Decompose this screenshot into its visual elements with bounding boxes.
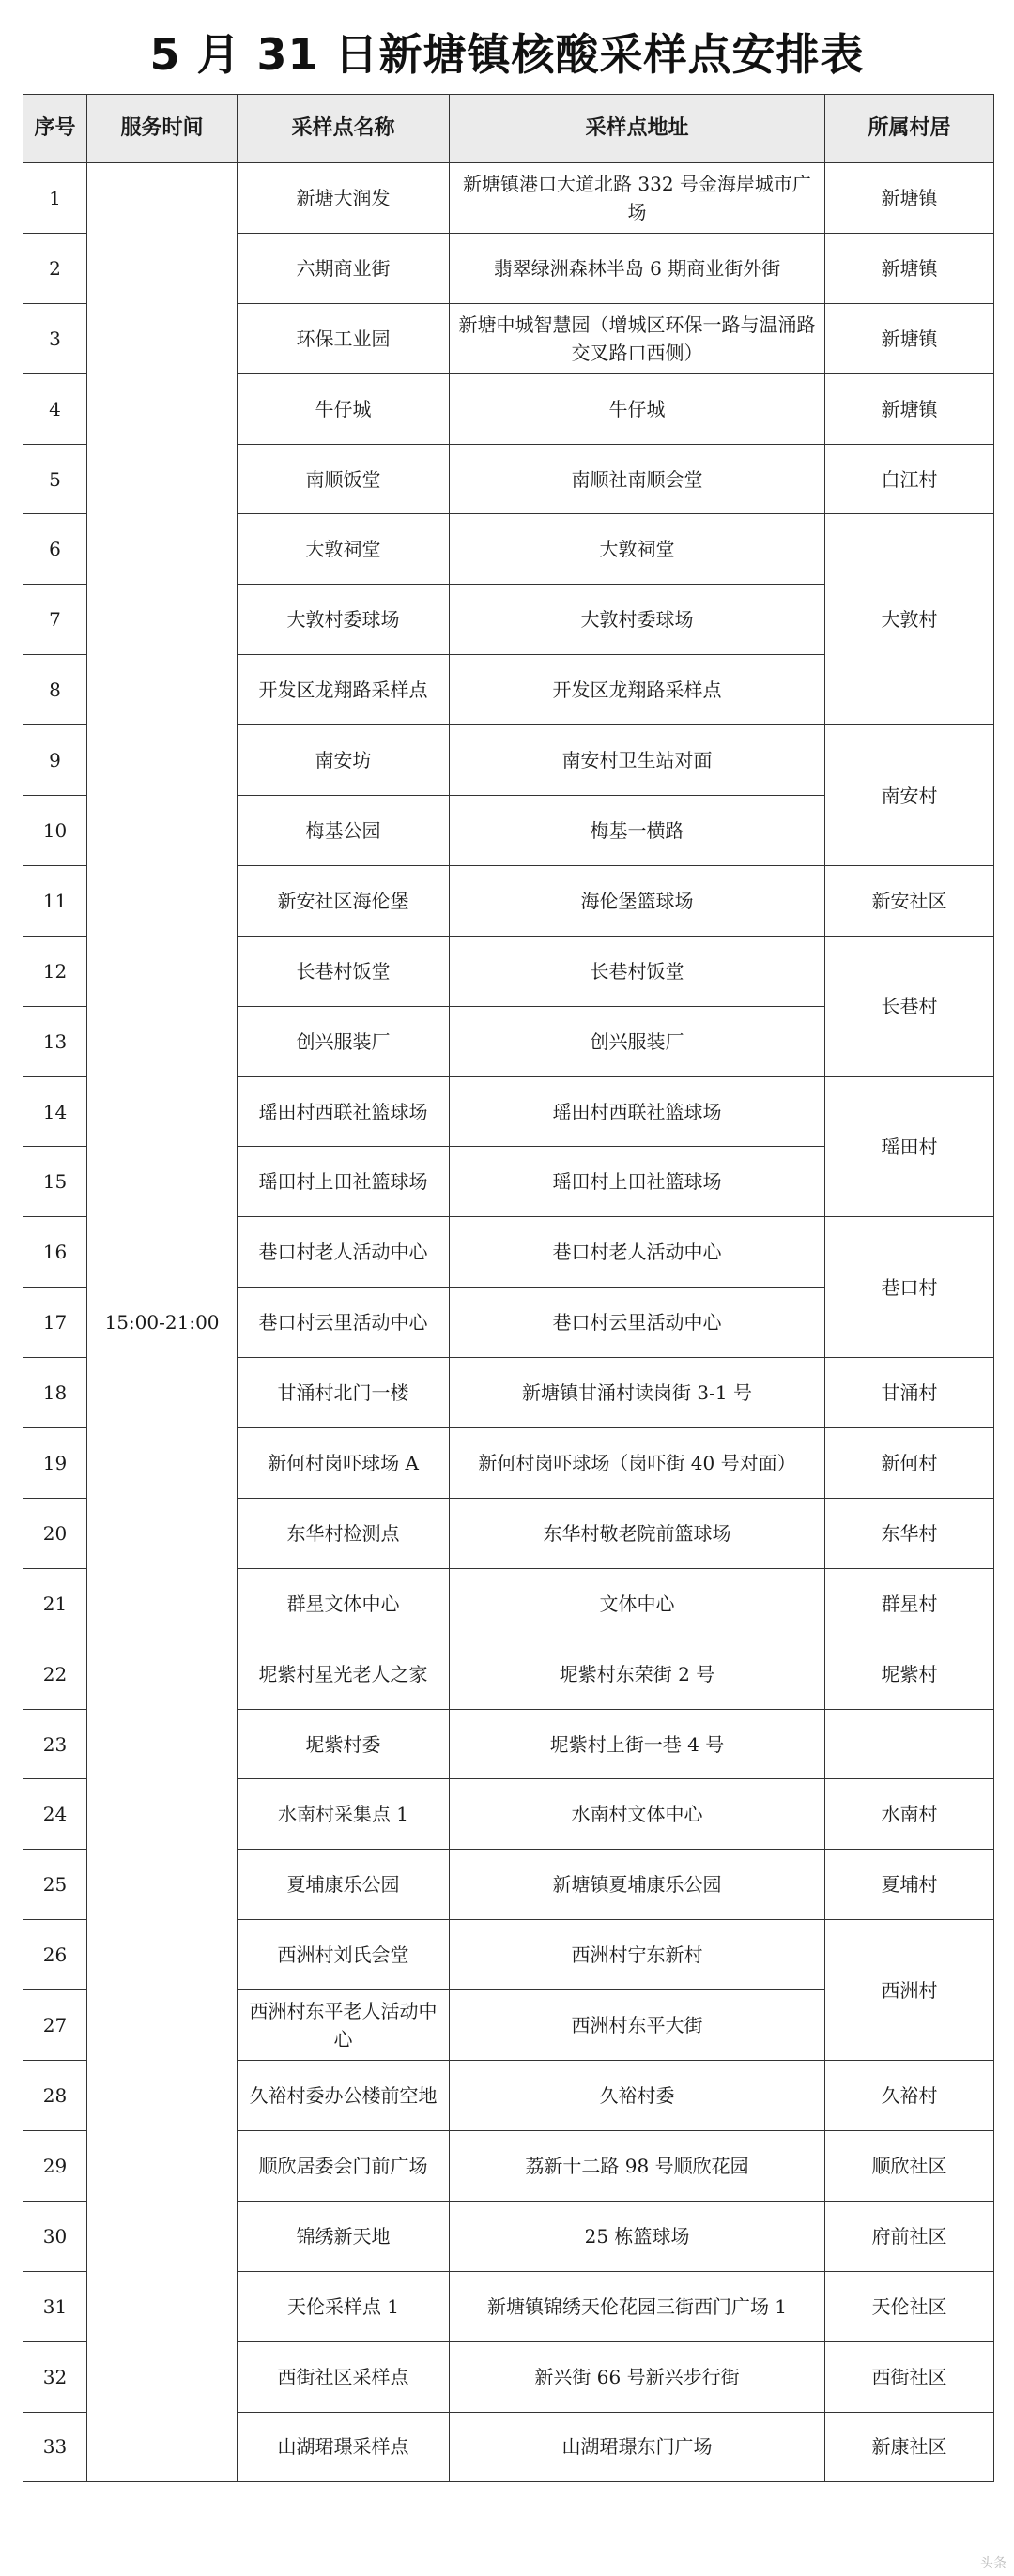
table-row [23,163,994,234]
cell-site-address: 创兴服装厂 [450,1006,825,1076]
cell-no: 22 [23,1639,87,1709]
cell-site-name: 大敦村委球场 [238,585,450,655]
sampling-schedule-table [23,94,994,2482]
cell-no: 7 [23,585,87,655]
cell-no: 10 [23,796,87,866]
cell-site-name: 六期商业街 [238,233,450,303]
cell-site-name: 巷口村老人活动中心 [238,1217,450,1288]
cell-site-name: 水南村采集点 1 [238,1779,450,1850]
cell-service-time: 15:00-21:00 [87,163,238,2482]
cell-site-name: 坭紫村星光老人之家 [238,1639,450,1709]
cell-no: 8 [23,655,87,725]
cell-site-name: 瑶田村西联社篮球场 [238,1076,450,1147]
cell-no: 31 [23,2271,87,2341]
cell-site-name: 甘涌村北门一楼 [238,1358,450,1428]
cell-village: 新塘镇 [825,373,994,444]
cell-site-name: 南顺饭堂 [238,444,450,514]
cell-site-address: 长巷村饭堂 [450,936,825,1006]
cell-no: 21 [23,1568,87,1639]
cell-site-name: 巷口村云里活动中心 [238,1288,450,1358]
cell-no: 24 [23,1779,87,1850]
cell-no: 30 [23,2201,87,2271]
cell-site-name: 天伦采样点 1 [238,2271,450,2341]
header-no: 序号 [23,95,87,163]
cell-village: 新何村 [825,1428,994,1499]
cell-site-address: 巷口村老人活动中心 [450,1217,825,1288]
cell-site-address: 新塘中城智慧园（增城区环保一路与温涌路交叉路口西侧） [450,303,825,373]
cell-site-name: 新安社区海伦堡 [238,865,450,936]
cell-no: 5 [23,444,87,514]
cell-no: 15 [23,1147,87,1217]
cell-no: 3 [23,303,87,373]
cell-site-address: 新塘镇夏埔康乐公园 [450,1850,825,1920]
cell-site-address: 文体中心 [450,1568,825,1639]
cell-site-address: 新塘镇锦绣天伦花园三街西门广场 1 [450,2271,825,2341]
watermark: 头条 [980,2556,1006,2571]
cell-site-address: 水南村文体中心 [450,1779,825,1850]
cell-site-address: 梅基一横路 [450,796,825,866]
cell-no: 16 [23,1217,87,1288]
cell-site-name: 西街社区采样点 [238,2341,450,2412]
cell-village [825,1709,994,1779]
cell-site-name: 顺欣居委会门前广场 [238,2130,450,2201]
cell-site-address: 西洲村宁东新村 [450,1920,825,1990]
cell-site-address: 南顺社南顺会堂 [450,444,825,514]
cell-village: 大敦村 [825,514,994,725]
cell-village: 新康社区 [825,2412,994,2482]
cell-site-address: 大敦祠堂 [450,514,825,585]
cell-site-name: 群星文体中心 [238,1568,450,1639]
cell-site-name: 坭紫村委 [238,1709,450,1779]
cell-no: 11 [23,865,87,936]
cell-village: 南安村 [825,725,994,866]
cell-site-address: 新塘镇港口大道北路 332 号金海岸城市广场 [450,163,825,234]
cell-site-address: 山湖珺璟东门广场 [450,2412,825,2482]
cell-no: 2 [23,233,87,303]
cell-village: 西洲村 [825,1920,994,2061]
cell-no: 12 [23,936,87,1006]
cell-site-name: 创兴服装厂 [238,1006,450,1076]
cell-no: 14 [23,1076,87,1147]
cell-site-name: 大敦祠堂 [238,514,450,585]
cell-village: 甘涌村 [825,1358,994,1428]
cell-site-name: 环保工业园 [238,303,450,373]
cell-village: 顺欣社区 [825,2130,994,2201]
cell-no: 19 [23,1428,87,1499]
cell-no: 9 [23,725,87,796]
cell-site-name: 西洲村刘氏会堂 [238,1920,450,1990]
cell-site-address: 翡翠绿洲森林半岛 6 期商业街外街 [450,233,825,303]
cell-site-address: 瑶田村西联社篮球场 [450,1076,825,1147]
cell-site-address: 新何村岗吓球场（岗吓街 40 号对面） [450,1428,825,1499]
cell-site-address: 西洲村东平大街 [450,1990,825,2061]
cell-village: 水南村 [825,1779,994,1850]
cell-site-name: 锦绣新天地 [238,2201,450,2271]
cell-no: 26 [23,1920,87,1990]
cell-no: 4 [23,373,87,444]
cell-site-address: 南安村卫生站对面 [450,725,825,796]
cell-village: 东华村 [825,1498,994,1568]
page-title: 5 月 31 日新塘镇核酸采样点安排表 [149,29,865,80]
cell-site-name: 长巷村饭堂 [238,936,450,1006]
cell-site-address: 坭紫村东荣街 2 号 [450,1639,825,1709]
cell-village: 坭紫村 [825,1639,994,1709]
cell-village: 长巷村 [825,936,994,1076]
cell-village: 西街社区 [825,2341,994,2412]
cell-village: 白江村 [825,444,994,514]
cell-site-name: 山湖珺璟采样点 [238,2412,450,2482]
header-time: 服务时间 [87,95,238,163]
cell-site-name: 开发区龙翔路采样点 [238,655,450,725]
cell-site-name: 东华村检测点 [238,1498,450,1568]
cell-site-name: 新塘大润发 [238,163,450,234]
cell-no: 1 [23,163,87,234]
cell-site-address: 大敦村委球场 [450,585,825,655]
cell-village: 瑶田村 [825,1076,994,1217]
header-row [23,95,994,163]
cell-village: 新塘镇 [825,163,994,234]
cell-site-address: 海伦堡篮球场 [450,865,825,936]
cell-no: 13 [23,1006,87,1076]
cell-site-name: 西洲村东平老人活动中心 [238,1990,450,2061]
cell-site-name: 新何村岗吓球场 A [238,1428,450,1499]
cell-site-name: 牛仔城 [238,373,450,444]
cell-no: 18 [23,1358,87,1428]
header-village: 所属村居 [825,95,994,163]
cell-site-address: 荔新十二路 98 号顺欣花园 [450,2130,825,2201]
cell-village: 巷口村 [825,1217,994,1358]
cell-no: 27 [23,1990,87,2061]
cell-no: 33 [23,2412,87,2482]
cell-no: 25 [23,1850,87,1920]
cell-site-name: 夏埔康乐公园 [238,1850,450,1920]
cell-site-address: 东华村敬老院前篮球场 [450,1498,825,1568]
cell-no: 6 [23,514,87,585]
cell-site-address: 瑶田村上田社篮球场 [450,1147,825,1217]
table-body [23,163,994,2482]
cell-site-name: 南安坊 [238,725,450,796]
cell-no: 23 [23,1709,87,1779]
cell-site-address: 新塘镇甘涌村读岗街 3-1 号 [450,1358,825,1428]
cell-village: 天伦社区 [825,2271,994,2341]
cell-village: 新塘镇 [825,233,994,303]
cell-no: 29 [23,2130,87,2201]
cell-site-address: 巷口村云里活动中心 [450,1288,825,1358]
cell-no: 32 [23,2341,87,2412]
cell-no: 20 [23,1498,87,1568]
header-address: 采样点地址 [450,95,825,163]
cell-no: 17 [23,1288,87,1358]
cell-site-name: 瑶田村上田社篮球场 [238,1147,450,1217]
cell-site-address: 新兴街 66 号新兴步行街 [450,2341,825,2412]
cell-no: 28 [23,2061,87,2131]
cell-site-name: 梅基公园 [238,796,450,866]
cell-site-address: 坭紫村上街一巷 4 号 [450,1709,825,1779]
cell-village: 久裕村 [825,2061,994,2131]
cell-site-address: 开发区龙翔路采样点 [450,655,825,725]
cell-village: 新安社区 [825,865,994,936]
cell-site-name: 久裕村委办公楼前空地 [238,2061,450,2131]
cell-site-address: 久裕村委 [450,2061,825,2131]
cell-site-address: 25 栋篮球场 [450,2201,825,2271]
cell-village: 群星村 [825,1568,994,1639]
cell-village: 夏埔村 [825,1850,994,1920]
cell-village: 府前社区 [825,2201,994,2271]
cell-village: 新塘镇 [825,303,994,373]
header-name: 采样点名称 [238,95,450,163]
cell-site-address: 牛仔城 [450,373,825,444]
